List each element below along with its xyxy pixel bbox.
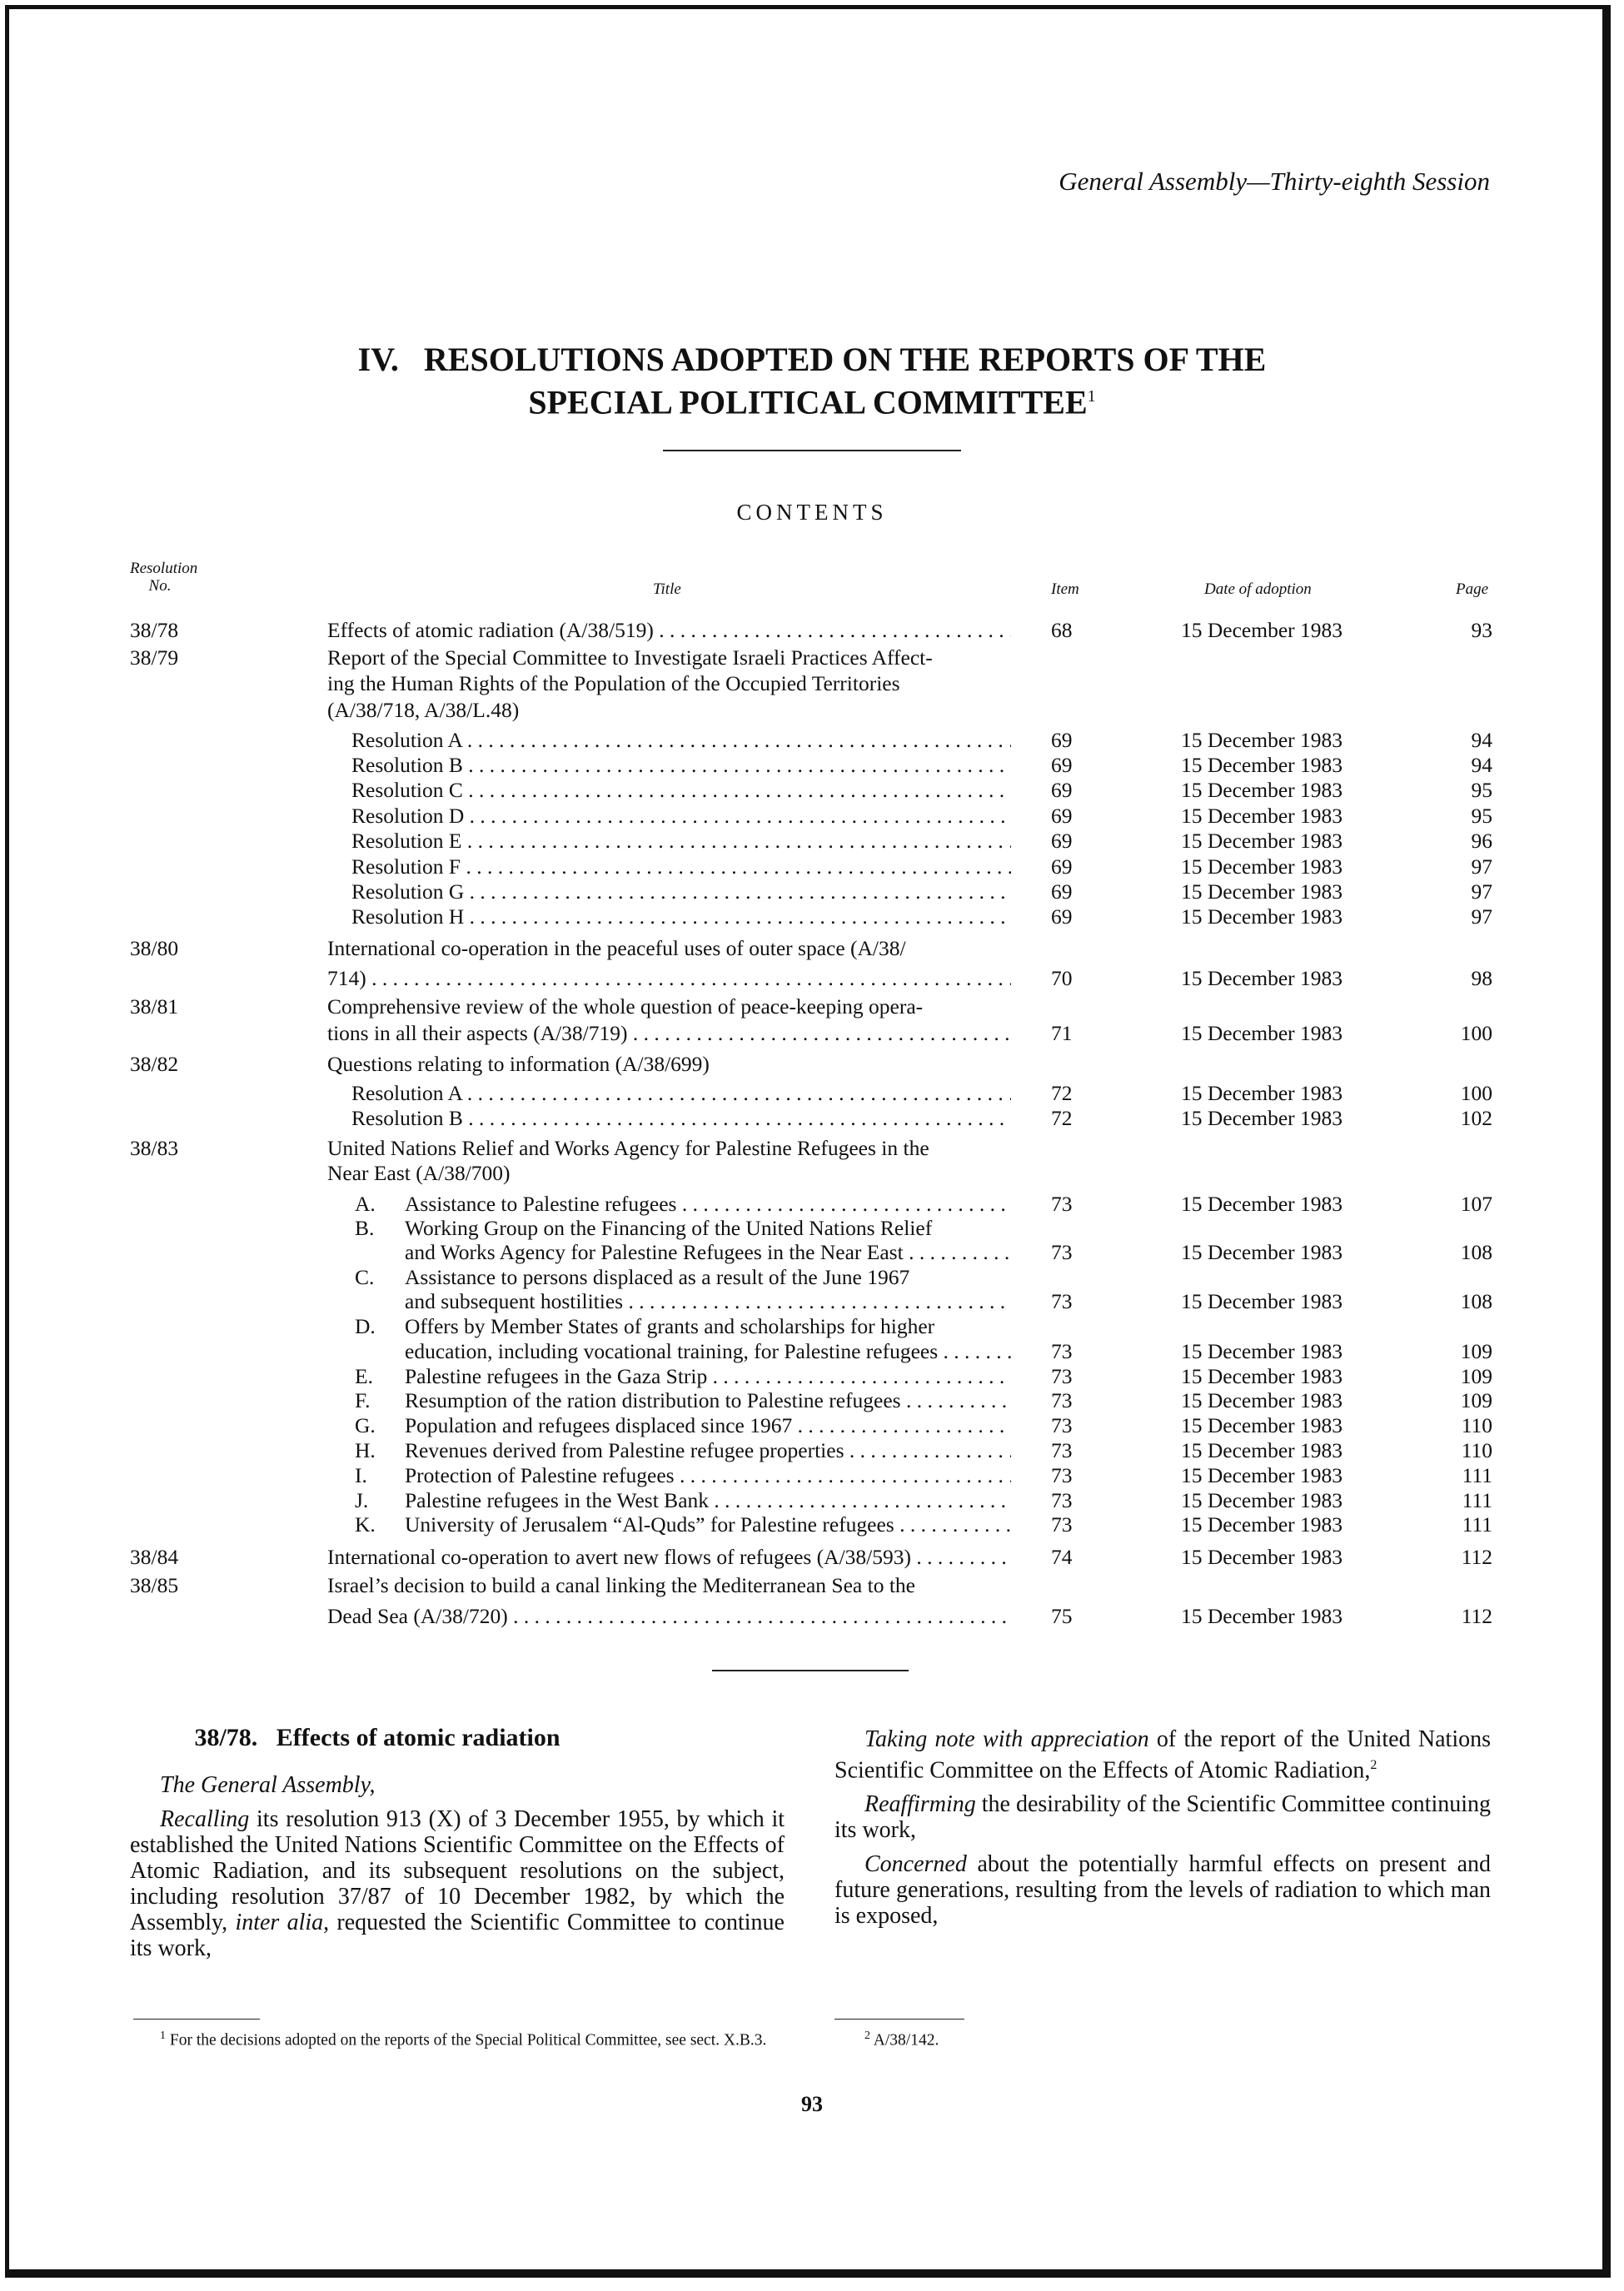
toc-date: 15 December 1983 xyxy=(1181,854,1343,879)
running-head: General Assembly—Thirty-eighth Session xyxy=(1059,167,1490,196)
toc-title xyxy=(405,1339,1011,1364)
right-paragraph-3 xyxy=(834,1851,1491,1929)
footnote-1-text: For the decisions adopted on the reports of the Special Political Committee, see sect. X.B.3. xyxy=(166,2031,767,2049)
toc-title xyxy=(351,804,1011,829)
col-head-page: Page xyxy=(1456,580,1489,598)
toc-title xyxy=(327,645,933,670)
toc-item: 73 xyxy=(1051,1512,1073,1536)
toc-title-text: tions in all their aspects (A/38/719) xyxy=(327,1021,628,1045)
toc-item: 73 xyxy=(1051,1438,1073,1462)
toc-date: 15 December 1983 xyxy=(1181,1289,1343,1313)
toc-item: 69 xyxy=(1051,778,1073,802)
toc-title xyxy=(405,1438,1011,1463)
resolution-number: 38/85 xyxy=(130,1573,179,1597)
toc-date: 15 December 1983 xyxy=(1181,728,1343,752)
col-head-resolution-line1: Resolution xyxy=(130,560,198,577)
footnote-2-text: A/38/142. xyxy=(870,2031,939,2049)
toc-title-text: Dead Sea (A/38/720) xyxy=(327,1604,508,1628)
toc-date: 15 December 1983 xyxy=(1181,1106,1343,1130)
toc-page: 109 xyxy=(1460,1364,1492,1388)
reaffirming-em: Reaffirming xyxy=(864,1791,976,1818)
left-paragraph-2 xyxy=(130,1806,785,1961)
toc-title-text: Protection of Palestine refugees xyxy=(405,1463,675,1487)
toc-title xyxy=(351,904,1011,929)
toc-letter: J. xyxy=(355,1488,369,1512)
toc-page: 95 xyxy=(1471,804,1492,828)
toc-letter: C. xyxy=(355,1265,375,1289)
footnote-2-ref: 2 xyxy=(1370,1758,1377,1772)
toc-title-text: United Nations Relief and Works Agency for Palestine Refugees in the xyxy=(327,1136,929,1160)
toc-letter: F. xyxy=(355,1388,371,1412)
resolution-number: 38/81 xyxy=(130,994,179,1018)
toc-title-text: Questions relating to information (A/38/699) xyxy=(327,1052,710,1076)
toc-item: 69 xyxy=(1051,829,1073,853)
toc-title-text: Resolution D xyxy=(351,804,465,828)
toc-page: 111 xyxy=(1462,1463,1492,1487)
toc-date: 15 December 1983 xyxy=(1181,753,1343,777)
toc-letter: G. xyxy=(355,1413,376,1437)
toc-item: 72 xyxy=(1051,1081,1073,1105)
right-column xyxy=(834,1726,1491,1937)
toc-title-text: Resolution B xyxy=(351,1106,463,1130)
toc-page: 107 xyxy=(1460,1192,1492,1216)
footnote-rule-right xyxy=(834,2019,964,2020)
toc-page: 100 xyxy=(1460,1021,1492,1045)
toc-title-text: Resolution E xyxy=(351,829,462,853)
toc-date: 15 December 1983 xyxy=(1181,829,1343,853)
taking-note-em: Taking note with appreciation xyxy=(864,1726,1149,1752)
toc-item: 69 xyxy=(1051,728,1073,752)
toc-title-text: Palestine refugees in the West Bank xyxy=(405,1488,710,1512)
toc-page: 97 xyxy=(1471,904,1492,929)
toc-page: 100 xyxy=(1460,1081,1492,1105)
toc-date: 15 December 1983 xyxy=(1181,1364,1343,1388)
toc-letter: E. xyxy=(355,1364,373,1388)
left-paragraph-1 xyxy=(130,1772,785,1798)
toc-date: 15 December 1983 xyxy=(1181,1604,1343,1628)
title-footnote-mark: 1 xyxy=(1087,387,1096,406)
toc-title xyxy=(351,778,1011,803)
toc-item: 69 xyxy=(1051,904,1073,929)
toc-page: 109 xyxy=(1460,1339,1492,1363)
toc-page: 95 xyxy=(1471,778,1492,802)
toc-date: 15 December 1983 xyxy=(1181,778,1343,802)
toc-date: 15 December 1983 xyxy=(1181,1081,1343,1105)
toc-page: 108 xyxy=(1460,1240,1492,1264)
toc-title xyxy=(351,1106,1011,1131)
toc-item: 73 xyxy=(1051,1339,1073,1363)
toc-item: 69 xyxy=(1051,854,1073,879)
toc-date: 15 December 1983 xyxy=(1181,1021,1343,1045)
toc-title-text: Report of the Special Committee to Investigate Israeli Practices Affect- xyxy=(327,645,933,670)
toc-item: 74 xyxy=(1051,1545,1073,1569)
toc-title xyxy=(405,1364,1011,1389)
toc-date: 15 December 1983 xyxy=(1181,1545,1343,1569)
toc-title xyxy=(327,698,519,723)
toc-date: 15 December 1983 xyxy=(1181,879,1343,904)
toc-date: 15 December 1983 xyxy=(1181,904,1343,929)
toc-title xyxy=(405,1192,1011,1217)
toc-date: 15 December 1983 xyxy=(1181,1488,1343,1512)
toc-title xyxy=(327,1136,929,1161)
toc-page: 97 xyxy=(1471,879,1492,904)
toc-item: 69 xyxy=(1051,753,1073,777)
toc-title xyxy=(327,1161,511,1186)
toc-title xyxy=(351,728,1011,753)
section-title: 38/78. Effects of atomic radiation xyxy=(194,1724,560,1751)
toc-item: 73 xyxy=(1051,1289,1073,1313)
toc-date: 15 December 1983 xyxy=(1181,618,1343,642)
recalling-tail: , requested the Scientific Committee to continue its work, xyxy=(130,1910,785,1961)
resolution-number: 38/82 xyxy=(130,1052,179,1076)
toc-title-text: Resolution C xyxy=(351,778,463,802)
toc-title-text: International co-operation to avert new flows of refugees (A/38/593) xyxy=(327,1545,912,1569)
toc-title-text: Resolution A xyxy=(351,1081,462,1105)
toc-title-text: Israel’s decision to build a canal linking the Mediterranean Sea to the xyxy=(327,1573,915,1597)
toc-title xyxy=(405,1488,1011,1513)
title-line-2: SPECIAL POLITICAL COMMITTEE$^1$ xyxy=(528,383,1096,421)
toc-date: 15 December 1983 xyxy=(1181,804,1343,828)
toc-page: 98 xyxy=(1471,966,1492,990)
toc-item: 68 xyxy=(1051,618,1073,642)
toc-page: 93 xyxy=(1471,618,1492,642)
toc-title xyxy=(327,966,1011,991)
toc-letter: H. xyxy=(355,1438,376,1462)
toc-date: 15 December 1983 xyxy=(1181,1512,1343,1536)
toc-title xyxy=(327,618,1011,643)
toc-item: 73 xyxy=(1051,1488,1073,1512)
toc-page: 96 xyxy=(1471,829,1492,853)
toc-item: 70 xyxy=(1051,966,1073,990)
toc-page: 111 xyxy=(1462,1512,1492,1536)
footnote-2 xyxy=(834,2027,1334,2050)
toc-title xyxy=(405,1388,1011,1413)
toc-title-text: Resolution B xyxy=(351,753,463,777)
toc-title-text: Offers by Member States of grants and scholarships for higher xyxy=(405,1314,935,1338)
toc-date: 15 December 1983 xyxy=(1181,1388,1343,1412)
toc-page: 111 xyxy=(1462,1488,1492,1512)
toc-title xyxy=(327,936,906,961)
toc-title-text: and subsequent hostilities xyxy=(405,1289,624,1313)
toc-page: 110 xyxy=(1461,1438,1492,1462)
reaffirming-text: the desirability of the Scientific Committee continuing its work, xyxy=(834,1791,1491,1844)
toc-date: 15 December 1983 xyxy=(1181,1339,1343,1363)
toc-title xyxy=(327,1052,710,1077)
toc-date: 15 December 1983 xyxy=(1181,1192,1343,1216)
toc-title-text: Revenues derived from Palestine refugee properties xyxy=(405,1438,844,1462)
toc-title xyxy=(405,1265,909,1290)
toc-title xyxy=(405,1216,932,1241)
concerned-text: about the potentially harmful effects on present and future generations, resulting from the levels of radiation to which man is exposed, xyxy=(834,1851,1491,1930)
toc-title-text: Population and refugees displaced since 1967 xyxy=(405,1413,793,1437)
page-number: 93 xyxy=(801,2092,823,2116)
toc-page: 108 xyxy=(1460,1289,1492,1313)
toc-title xyxy=(405,1289,1011,1314)
footnote-rule-left xyxy=(133,2019,260,2020)
toc-item: 75 xyxy=(1051,1604,1073,1628)
footnote-2-mark: 2 xyxy=(864,2030,870,2042)
toc-title xyxy=(327,1545,1011,1570)
toc-title xyxy=(327,1604,1011,1629)
footnote-1-mark: 1 xyxy=(160,2030,166,2042)
toc-title-text: and Works Agency for Palestine Refugees in the Near East xyxy=(405,1240,904,1264)
toc-title-text: Assistance to persons displaced as a result of the June 1967 xyxy=(405,1265,910,1289)
resolution-number: 38/78 xyxy=(130,618,179,642)
col-head-item: Item xyxy=(1051,580,1079,598)
right-paragraph-1 xyxy=(834,1726,1491,1783)
inter-alia-em: inter alia xyxy=(235,1910,324,1935)
toc-item: 73 xyxy=(1051,1463,1073,1487)
toc-title-text: University of Jerusalem “Al-Quds” for Palestine refugees xyxy=(405,1512,894,1536)
toc-title-text: (A/38/718, A/38/L.48) xyxy=(327,698,520,722)
toc-title-text: Resolution F xyxy=(351,854,461,879)
left-column xyxy=(130,1772,785,1970)
toc-title-text: Resolution H xyxy=(351,904,465,929)
toc-date: 15 December 1983 xyxy=(1181,1438,1343,1462)
toc-date: 15 December 1983 xyxy=(1181,1413,1343,1437)
toc-letter: I. xyxy=(355,1463,367,1487)
toc-page: 112 xyxy=(1461,1545,1492,1569)
toc-title-text: Resolution A xyxy=(351,728,462,752)
toc-title xyxy=(351,753,1011,778)
toc-item: 71 xyxy=(1051,1021,1073,1045)
toc-item: 73 xyxy=(1051,1192,1073,1216)
col-head-resolution-line2: No. xyxy=(148,577,172,595)
toc-item: 72 xyxy=(1051,1106,1073,1130)
toc-item: 73 xyxy=(1051,1413,1073,1437)
toc-title-text: Effects of atomic radiation (A/38/519) xyxy=(327,618,654,642)
toc-title xyxy=(327,1573,915,1598)
toc-item: 69 xyxy=(1051,804,1073,828)
toc-item: 69 xyxy=(1051,879,1073,904)
toc-letter: B. xyxy=(355,1216,375,1240)
toc-title-text: Resumption of the ration distribution to Palestine refugees xyxy=(405,1388,901,1412)
toc-title xyxy=(351,1081,1011,1106)
toc-title xyxy=(405,1314,934,1339)
toc-item: 73 xyxy=(1051,1388,1073,1412)
toc-date: 15 December 1983 xyxy=(1181,966,1343,990)
toc-date: 15 December 1983 xyxy=(1181,1463,1343,1487)
toc-title xyxy=(327,671,900,696)
resolution-number: 38/80 xyxy=(130,936,179,960)
toc-page: 102 xyxy=(1460,1106,1492,1130)
toc-title-text: Near East (A/38/700) xyxy=(327,1161,511,1185)
concerned-em: Concerned xyxy=(864,1851,967,1878)
toc-date: 15 December 1983 xyxy=(1181,1240,1343,1264)
toc-letter: D. xyxy=(355,1314,376,1338)
contents-heading: CONTENTS xyxy=(736,500,888,525)
toc-letter: A. xyxy=(355,1192,376,1216)
general-assembly-heading: The General Assembly, xyxy=(160,1772,376,1798)
contents-end-rule xyxy=(712,1670,909,1671)
toc-title-text: Resolution G xyxy=(351,879,465,904)
toc-title xyxy=(405,1512,1011,1537)
toc-page: 109 xyxy=(1460,1388,1492,1412)
toc-item: 73 xyxy=(1051,1240,1073,1264)
toc-title xyxy=(327,994,923,1019)
resolution-number: 38/79 xyxy=(130,645,179,670)
toc-title-text: 714) xyxy=(327,966,366,990)
toc-title xyxy=(351,879,1011,904)
recalling-text: its resolution 913 (X) of 3 December 1955, by which it established the United Nations Scientific Committee on the Effects of Atomic Radiation, and its subsequent resolutions on the subject, including resolution 37/87 of 10 December 1982, by which the Assembly, xyxy=(130,1806,785,1935)
right-paragraph-2 xyxy=(834,1791,1491,1843)
toc-title xyxy=(405,1240,1011,1265)
toc-page: 110 xyxy=(1461,1413,1492,1437)
taking-note-text: of the report of the United Nations Scientific Committee on the Effects of Atomic Radiation, xyxy=(834,1726,1491,1784)
toc-title xyxy=(405,1413,1011,1438)
title-line-1: IV. RESOLUTIONS ADOPTED ON THE REPORTS OF THE xyxy=(357,341,1267,378)
col-head-date: Date of adoption xyxy=(1204,580,1312,598)
toc-item: 73 xyxy=(1051,1364,1073,1388)
toc-title-text: International co-operation in the peaceful uses of outer space (A/38/ xyxy=(327,936,906,960)
toc-title-text: ing the Human Rights of the Population of the Occupied Territories xyxy=(327,671,900,695)
toc-letter: K. xyxy=(355,1512,376,1536)
toc-title-text: Comprehensive review of the whole question of peace-keeping opera- xyxy=(327,994,924,1018)
toc-title xyxy=(405,1463,1011,1488)
recalling-em: Recalling xyxy=(160,1806,250,1832)
toc-title xyxy=(327,1021,1011,1046)
footnote-1 xyxy=(130,2027,788,2050)
col-head-title: Title xyxy=(653,580,681,598)
resolution-number: 38/83 xyxy=(130,1136,179,1160)
resolution-number: 38/84 xyxy=(130,1545,179,1569)
toc-title xyxy=(351,829,1011,854)
toc-page: 94 xyxy=(1471,728,1492,752)
toc-title-text: education, including vocational training, for Palestine refugees xyxy=(405,1339,939,1363)
toc-title-text: Working Group on the Financing of the United Nations Relief xyxy=(405,1216,933,1240)
toc-title-text: Palestine refugees in the Gaza Strip xyxy=(405,1364,708,1388)
toc-page: 112 xyxy=(1461,1604,1492,1628)
toc-page: 97 xyxy=(1471,854,1492,879)
toc-title-text: Assistance to Palestine refugees xyxy=(405,1192,677,1216)
toc-page: 94 xyxy=(1471,753,1492,777)
toc-title xyxy=(351,854,1011,879)
